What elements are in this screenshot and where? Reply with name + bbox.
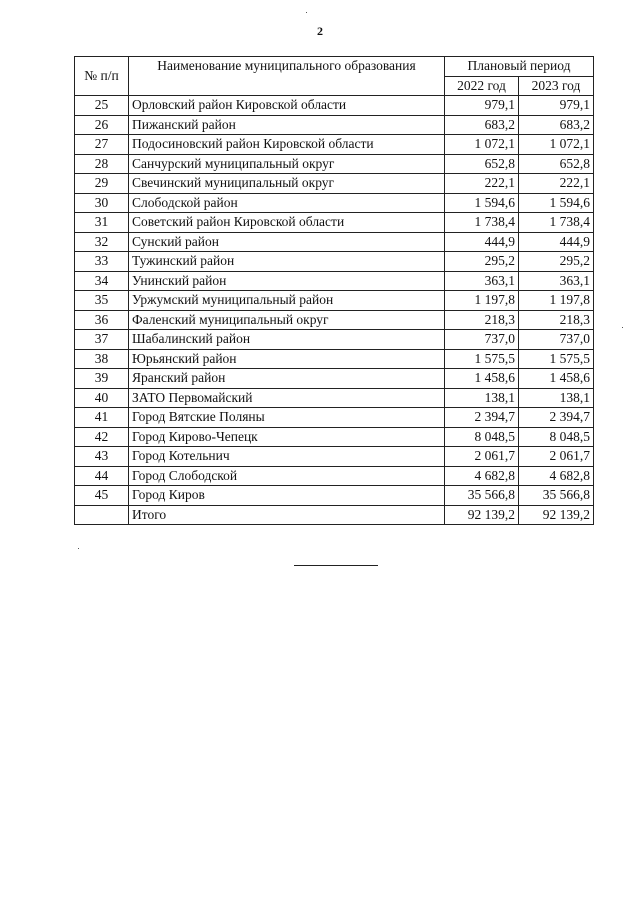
municipality-name: Город Кирово-Чепецк xyxy=(129,427,445,447)
table-row xyxy=(75,486,594,506)
value-2023: 138,1 xyxy=(519,388,594,408)
municipality-name: Уржумский муниципальный район xyxy=(129,291,445,311)
municipality-name: Пижанский район xyxy=(129,115,445,135)
value-2022: 737,0 xyxy=(445,330,519,350)
value-2022: 2 061,7 xyxy=(445,447,519,467)
municipality-name: Шабалинский район xyxy=(129,330,445,350)
total-number-cell xyxy=(75,505,129,525)
value-2023: 222,1 xyxy=(519,174,594,194)
scan-speck xyxy=(78,548,79,549)
row-number: 28 xyxy=(75,154,129,174)
table-row xyxy=(75,193,594,213)
row-number: 34 xyxy=(75,271,129,291)
header-year-2023: 2023 год xyxy=(519,76,594,96)
value-2022: 2 394,7 xyxy=(445,408,519,428)
municipality-name: Орловский район Кировской области xyxy=(129,96,445,116)
value-2022: 1 072,1 xyxy=(445,135,519,155)
municipality-name: Город Вятские Поляны xyxy=(129,408,445,428)
header-planning-period: Плановый период xyxy=(445,57,594,77)
table-row xyxy=(75,135,594,155)
municipality-name: ЗАТО Первомайский xyxy=(129,388,445,408)
municipality-name: Советский район Кировской области xyxy=(129,213,445,233)
total-2023: 92 139,2 xyxy=(519,505,594,525)
value-2023: 737,0 xyxy=(519,330,594,350)
row-number: 32 xyxy=(75,232,129,252)
municipality-name: Унинский район xyxy=(129,271,445,291)
value-2022: 1 738,4 xyxy=(445,213,519,233)
value-2023: 35 566,8 xyxy=(519,486,594,506)
municipality-name: Подосиновский район Кировской области xyxy=(129,135,445,155)
municipality-name: Юрьянский район xyxy=(129,349,445,369)
row-number: 37 xyxy=(75,330,129,350)
value-2023: 2 061,7 xyxy=(519,447,594,467)
value-2022: 138,1 xyxy=(445,388,519,408)
table-row xyxy=(75,232,594,252)
municipality-name: Сунский район xyxy=(129,232,445,252)
value-2022: 979,1 xyxy=(445,96,519,116)
municipality-name: Тужинский район xyxy=(129,252,445,272)
row-number: 39 xyxy=(75,369,129,389)
municipality-name: Санчурский муниципальный округ xyxy=(129,154,445,174)
row-number: 33 xyxy=(75,252,129,272)
table-row xyxy=(75,115,594,135)
row-number: 40 xyxy=(75,388,129,408)
value-2022: 444,9 xyxy=(445,232,519,252)
row-number: 29 xyxy=(75,174,129,194)
header-name: Наименование муниципального образования xyxy=(129,57,445,96)
table-row xyxy=(75,174,594,194)
table-row xyxy=(75,291,594,311)
row-number: 43 xyxy=(75,447,129,467)
value-2022: 1 594,6 xyxy=(445,193,519,213)
total-label: Итого xyxy=(129,505,445,525)
row-number: 45 xyxy=(75,486,129,506)
table-row xyxy=(75,252,594,272)
value-2023: 1 197,8 xyxy=(519,291,594,311)
table-row xyxy=(75,213,594,233)
municipality-name: Слободской район xyxy=(129,193,445,213)
municipality-name: Яранский район xyxy=(129,369,445,389)
value-2022: 1 458,6 xyxy=(445,369,519,389)
value-2022: 1 197,8 xyxy=(445,291,519,311)
table-row xyxy=(75,408,594,428)
value-2022: 1 575,5 xyxy=(445,349,519,369)
row-number: 27 xyxy=(75,135,129,155)
value-2023: 1 575,5 xyxy=(519,349,594,369)
value-2023: 652,8 xyxy=(519,154,594,174)
value-2022: 218,3 xyxy=(445,310,519,330)
value-2023: 1 738,4 xyxy=(519,213,594,233)
value-2022: 222,1 xyxy=(445,174,519,194)
table-row xyxy=(75,427,594,447)
municipality-name: Свечинский муниципальный округ xyxy=(129,174,445,194)
scan-speck xyxy=(306,12,307,13)
value-2023: 8 048,5 xyxy=(519,427,594,447)
value-2023: 1 458,6 xyxy=(519,369,594,389)
row-number: 44 xyxy=(75,466,129,486)
value-2023: 1 594,6 xyxy=(519,193,594,213)
end-separator-line xyxy=(294,565,378,566)
value-2023: 1 072,1 xyxy=(519,135,594,155)
total-row xyxy=(75,505,594,525)
row-number: 30 xyxy=(75,193,129,213)
table-row xyxy=(75,466,594,486)
municipality-name: Фаленский муниципальный округ xyxy=(129,310,445,330)
page-number: 2 xyxy=(317,24,323,38)
header-year-2022: 2022 год xyxy=(445,76,519,96)
value-2023: 4 682,8 xyxy=(519,466,594,486)
table-row xyxy=(75,310,594,330)
row-number: 41 xyxy=(75,408,129,428)
table-row xyxy=(75,271,594,291)
table-body xyxy=(75,96,594,506)
value-2023: 218,3 xyxy=(519,310,594,330)
header-number: № п/п xyxy=(75,57,129,96)
value-2022: 295,2 xyxy=(445,252,519,272)
value-2022: 8 048,5 xyxy=(445,427,519,447)
table-row xyxy=(75,349,594,369)
value-2023: 444,9 xyxy=(519,232,594,252)
value-2023: 295,2 xyxy=(519,252,594,272)
table-row xyxy=(75,369,594,389)
municipality-name: Город Котельнич xyxy=(129,447,445,467)
row-number: 25 xyxy=(75,96,129,116)
row-number: 42 xyxy=(75,427,129,447)
value-2023: 683,2 xyxy=(519,115,594,135)
row-number: 35 xyxy=(75,291,129,311)
value-2023: 979,1 xyxy=(519,96,594,116)
scan-speck xyxy=(622,327,623,328)
value-2022: 363,1 xyxy=(445,271,519,291)
table-row xyxy=(75,447,594,467)
municipality-name: Город Киров xyxy=(129,486,445,506)
budget-table xyxy=(74,56,594,525)
table-row xyxy=(75,330,594,350)
municipality-name: Город Слободской xyxy=(129,466,445,486)
value-2022: 683,2 xyxy=(445,115,519,135)
row-number: 36 xyxy=(75,310,129,330)
table-row xyxy=(75,388,594,408)
row-number: 26 xyxy=(75,115,129,135)
table-row xyxy=(75,154,594,174)
row-number: 31 xyxy=(75,213,129,233)
total-2022: 92 139,2 xyxy=(445,505,519,525)
value-2022: 35 566,8 xyxy=(445,486,519,506)
value-2023: 2 394,7 xyxy=(519,408,594,428)
value-2023: 363,1 xyxy=(519,271,594,291)
table-header-row xyxy=(75,57,594,77)
table-row xyxy=(75,96,594,116)
row-number: 38 xyxy=(75,349,129,369)
value-2022: 4 682,8 xyxy=(445,466,519,486)
value-2022: 652,8 xyxy=(445,154,519,174)
